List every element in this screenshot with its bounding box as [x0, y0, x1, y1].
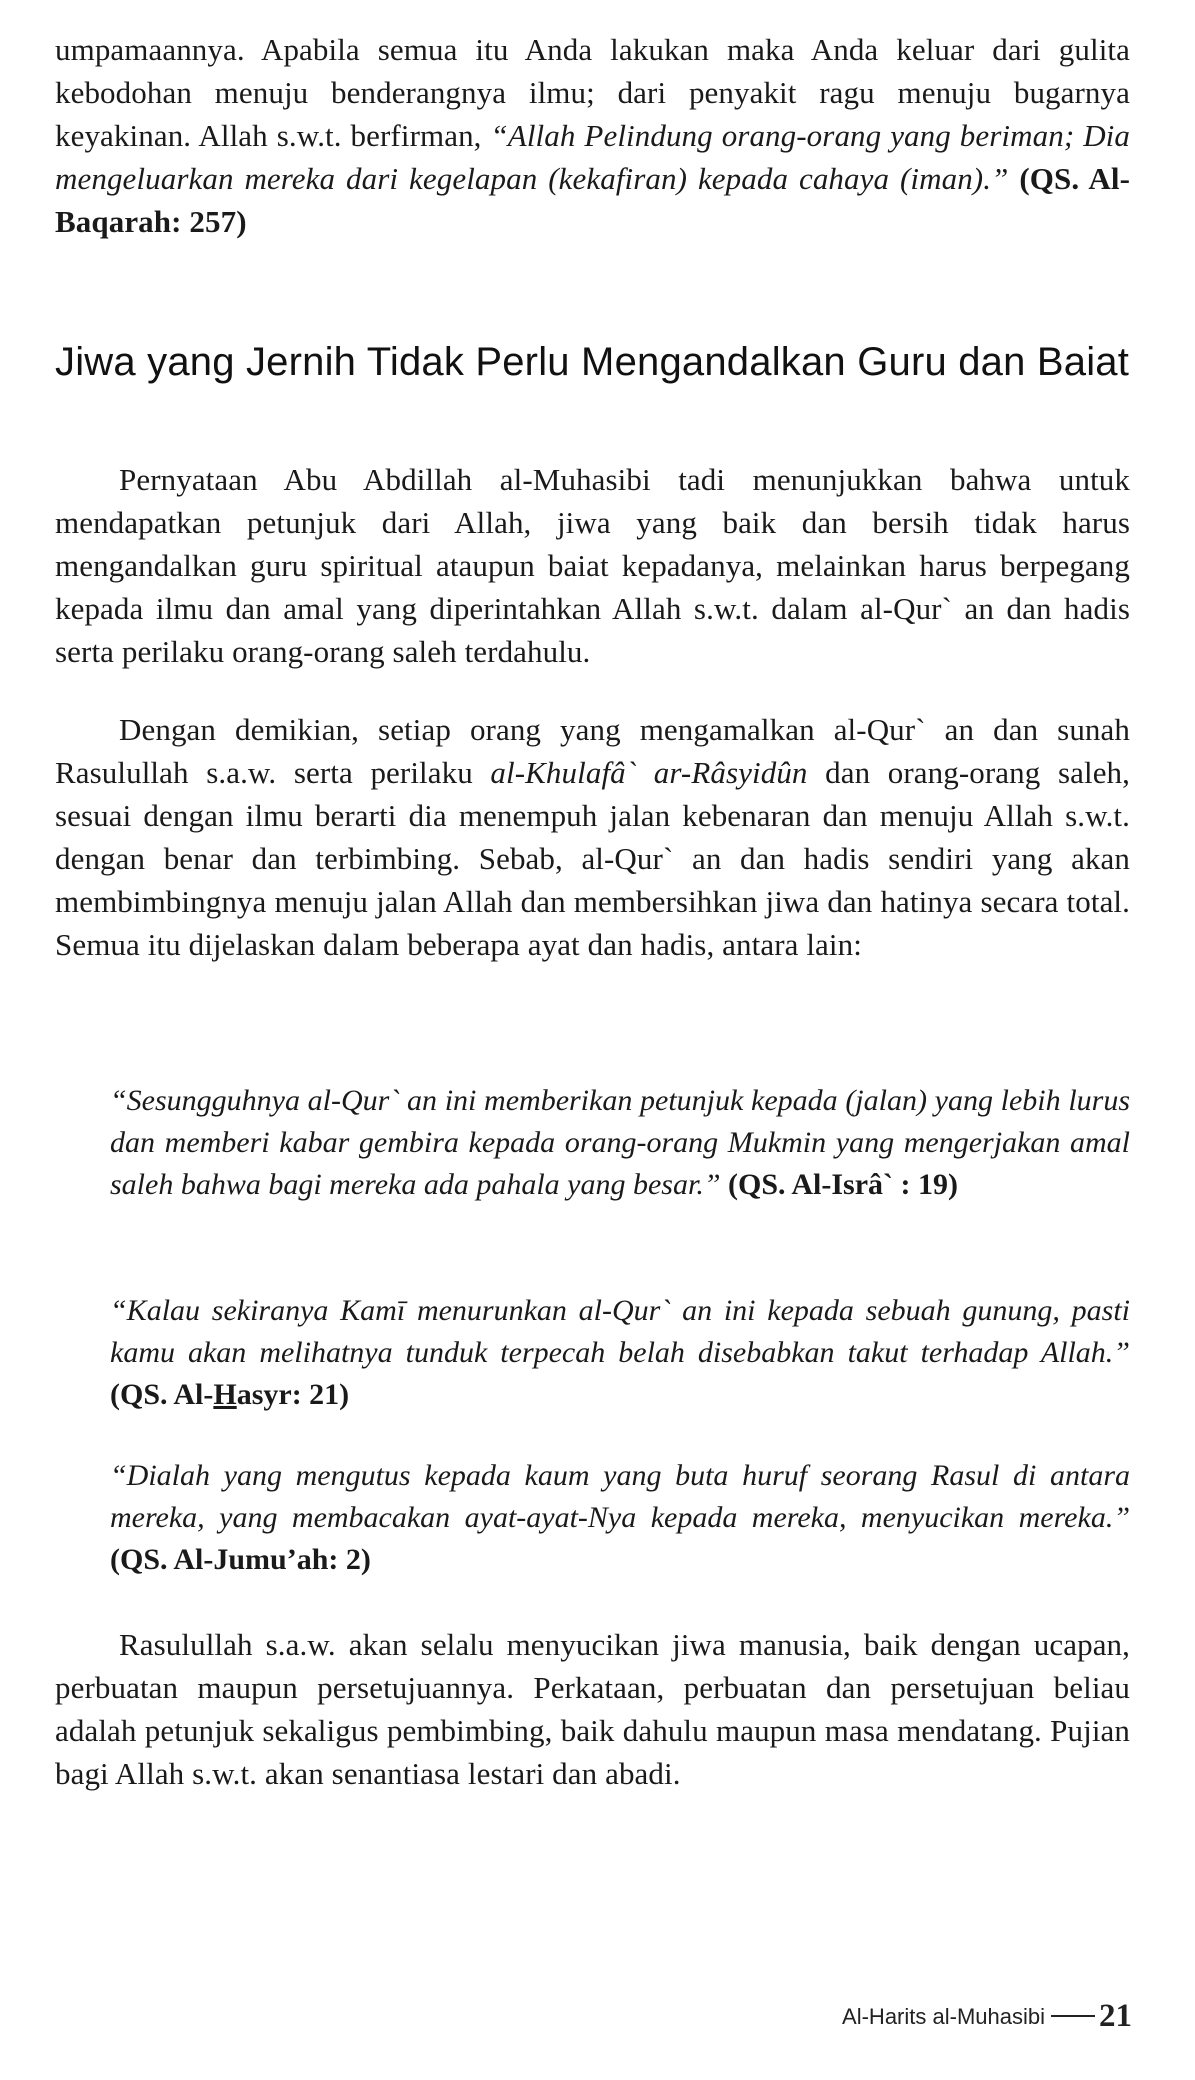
quote-2-reference-start: (QS. Al-: [110, 1378, 214, 1411]
section-heading: Jiwa yang Jernih Tidak Perlu Mengandalkan Guru dan Baiat: [55, 340, 1130, 384]
paragraph-3: Rasulullah s.a.w. akan selalu menyucikan jiwa manusia, baik dengan ucapan, perbuatan maupun persetujuannya. Perkataan, perbuatan dan persetujuan beliau adalah petunjuk sekaligus pembimbing, baik dahulu maupun masa mendatang. Pujian bagi Allah s.w.t. akan senantiasa lestari dan abadi.: [55, 1627, 1130, 1791]
paragraph-2-text-a: Dengan demikian, setiap orang yang mengamalkan al-Qur` an dan sunah Rasulullah s.a.w. serta perilaku: [55, 712, 1130, 790]
quote-1-verse: “Sesungguhnya al-Qur` an ini memberikan petunjuk kepada (jalan) yang lebih lurus dan memberi kabar gembira kepada orang-orang Mukmin yang mengerjakan amal saleh bahwa bagi mereka ada pahala yang besar.”: [110, 1084, 1130, 1201]
paragraph-1: Pernyataan Abu Abdillah al-Muhasibi tadi menunjukkan bahwa untuk mendapatkan petunjuk dari Allah, jiwa yang baik dan bersih tidak harus mengandalkan guru spiritual ataupun baiat kepadanya, melainkan harus berpegang kepada ilmu dan amal yang diperintahkan Allah s.w.t. dalam al-Qur` an dan hadis serta perilaku orang-orang saleh terdahulu.: [55, 462, 1130, 669]
page-number: 21: [1099, 1998, 1132, 2034]
intro-verse: “Allah Pelindung orang-orang yang beriman; Dia mengeluarkan mereka dari kegelapan (kekafiran) kepada cahaya (iman).”: [55, 118, 1130, 196]
intro-text: umpamaannya. Apabila semua itu Anda lakukan maka Anda keluar dari gulita kebodohan menuju benderangnya ilmu; dari penyakit ragu menuju bugarnya keyakinan. Allah s.w.t. berfirman,: [55, 32, 1130, 153]
quote-2: [110, 1290, 1130, 1416]
running-title: Al-Harits al-Muhasibi: [842, 2004, 1045, 2029]
paragraph-2-text-b: dan orang-orang saleh, sesuai dengan ilmu berarti dia menempuh jalan kebenaran dan menuju Allah s.w.t. dengan benar dan terbimbing. Sebab, al-Qur` an dan hadis sendiri yang akan membimbingnya menuju jalan Allah dan membersihkan jiwa dan hatinya secara total. Semua itu dijelaskan dalam beberapa ayat dan hadis, antara lain:: [55, 755, 1131, 962]
intro-paragraph: [55, 28, 1130, 243]
quote-2-reference-underlined: H: [213, 1378, 237, 1411]
paragraph-2: [55, 708, 1130, 966]
page-footer: [842, 1998, 1132, 2035]
quote-3-verse: “Dialah yang mengutus kepada kaum yang buta huruf seorang Rasul di antara mereka, yang membacakan ayat-ayat-Nya kepada mereka, menyucikan mereka.”: [110, 1459, 1130, 1534]
footer-dash: [1051, 2015, 1095, 2017]
paragraph-2-italic-term: al-Khulafâ` ar-Râsyidûn: [490, 755, 808, 790]
quote-2-verse: “Kalau sekiranya Kamī menurunkan al-Qur` an ini kepada sebuah gunung, pasti kamu akan melihatnya tunduk terpecah belah disebabkan takut terhadap Allah.”: [110, 1294, 1130, 1369]
quote-1-reference: (QS. Al-Isrâ` : 19): [728, 1168, 959, 1201]
quote-2-reference: [110, 1378, 349, 1411]
quote-3: [110, 1455, 1130, 1581]
quote-2-reference-end: asyr: 21): [236, 1378, 350, 1411]
intro-verse-reference: (QS. Al-Baqarah: 257): [55, 161, 1131, 239]
quote-1: [110, 1080, 1130, 1206]
quote-3-reference: (QS. Al-Jumu’ah: 2): [110, 1543, 371, 1576]
